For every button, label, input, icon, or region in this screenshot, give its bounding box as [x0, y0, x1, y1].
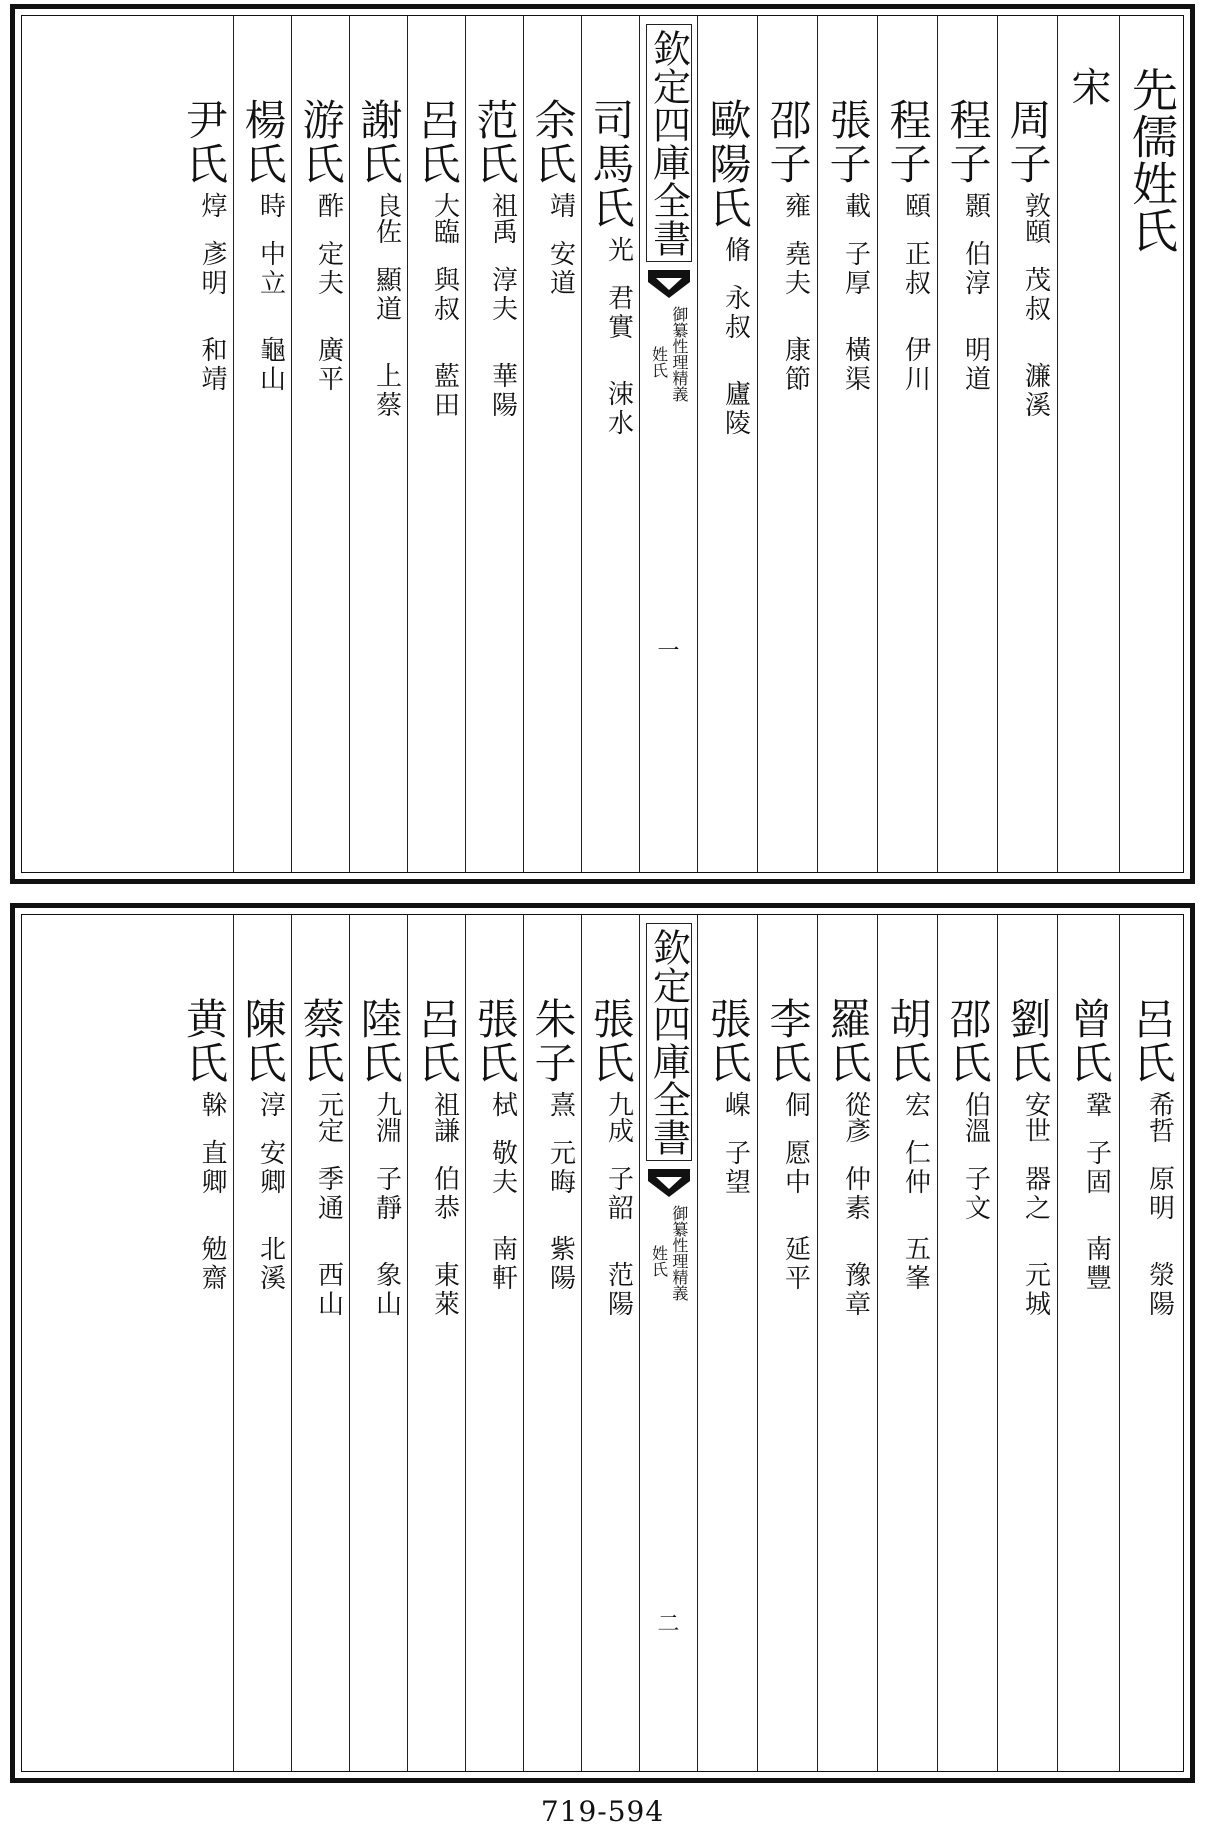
list-item: [703, 98, 753, 438]
spine-block: [646, 20, 692, 402]
entry-style-name: 滎陽: [1144, 1261, 1175, 1319]
entry-style-name: 橫渠: [840, 336, 871, 394]
entry-given-name: 雍: [780, 192, 811, 218]
book-subtitle: 御纂性理精義: [669, 306, 689, 402]
page-title: 先儒姓氏: [1124, 66, 1179, 254]
entry-style-name: 范陽: [603, 1261, 634, 1319]
entry-column: [697, 915, 757, 1771]
center-spine: [639, 16, 697, 872]
entry-name: 尹氏: [180, 98, 229, 186]
list-item: [180, 997, 229, 1293]
entry-courtesy-name: 淳夫: [487, 266, 518, 324]
entry-name: 邵氏: [943, 997, 993, 1085]
entry-name: 程子: [943, 98, 993, 186]
entry-name: 胡氏: [883, 997, 933, 1085]
entry-style-name: 龜山: [255, 336, 286, 394]
entry-given-name: 顥: [960, 192, 991, 218]
chapter-label: 姓氏: [649, 1245, 669, 1277]
entry-column: [937, 915, 997, 1771]
list-item: [354, 98, 404, 420]
list-item: [1003, 997, 1053, 1319]
entry-column: [233, 16, 291, 872]
list-item: [528, 997, 578, 1293]
list-item: [883, 997, 933, 1293]
entry-courtesy-name: 彥明: [197, 240, 227, 298]
entry-column: [349, 915, 407, 1771]
spine-block: [646, 919, 692, 1301]
entry-courtesy-name: 仁仲: [900, 1139, 931, 1197]
entry-name: 余氏: [528, 98, 578, 186]
entry-courtesy-name: 子靜: [371, 1165, 402, 1223]
entry-name: 游氏: [296, 98, 346, 186]
entry-name: 楊氏: [238, 98, 288, 186]
entry-name: 邵子: [763, 98, 813, 186]
list-item: [238, 98, 288, 394]
entry-given-name: 榦: [197, 1091, 227, 1117]
entry-style-name: 元城: [1020, 1261, 1051, 1319]
entry-given-name: 祖謙: [429, 1091, 460, 1143]
bottom-page-frame: [21, 914, 1184, 1772]
list-item: [470, 997, 520, 1293]
dynasty-label: 宋: [1065, 66, 1111, 106]
entry-column: [523, 915, 581, 1771]
entry-given-name: 九淵: [371, 1091, 402, 1143]
entry-style-name: 延平: [780, 1235, 811, 1293]
entry-name: 羅氏: [823, 997, 873, 1085]
entry-style-name: 北溪: [255, 1235, 286, 1293]
entry-given-name: 九成: [603, 1091, 634, 1143]
entry-given-name: 敦頤: [1020, 192, 1051, 244]
entry-given-name: 鞏: [1081, 1091, 1112, 1117]
entry-courtesy-name: 器之: [1020, 1165, 1051, 1223]
entry-style-name: 東萊: [429, 1261, 460, 1319]
list-item: [296, 98, 346, 394]
entry-column: [581, 16, 639, 872]
entry-name: 張氏: [703, 997, 753, 1085]
entry-column: [937, 16, 997, 872]
list-item: [763, 98, 813, 394]
entry-name: 張子: [823, 98, 873, 186]
entry-given-name: 從彥: [840, 1091, 871, 1143]
entry-column: [175, 915, 233, 1771]
list-item: [703, 997, 753, 1197]
entry-name: 周子: [1003, 98, 1053, 186]
entry-name: 李氏: [763, 997, 813, 1085]
list-item: [823, 98, 873, 394]
list-item: [180, 98, 229, 394]
entry-courtesy-name: 敬夫: [487, 1139, 518, 1197]
entry-given-name: 光: [603, 236, 634, 262]
entry-courtesy-name: 季通: [313, 1165, 344, 1223]
entry-style-name: 廣平: [313, 336, 344, 394]
list-item: [943, 98, 993, 394]
list-item: [1003, 98, 1053, 420]
list-item: [883, 98, 933, 394]
list-item: [412, 997, 462, 1319]
list-item: [763, 997, 813, 1293]
entry-courtesy-name: 子望: [720, 1139, 751, 1197]
entry-given-name: 脩: [720, 236, 751, 262]
entry-given-name: 淳: [255, 1091, 286, 1117]
top-columns: [22, 16, 1183, 872]
fishtail-mark-icon: [646, 268, 692, 302]
entry-style-name: 五峯: [900, 1235, 931, 1293]
list-item: [823, 997, 873, 1319]
entry-column: [997, 16, 1057, 872]
list-item: [296, 997, 346, 1319]
entry-name: 朱子: [528, 997, 578, 1085]
entry-column: [523, 16, 581, 872]
entry-name: 程子: [883, 98, 933, 186]
entry-courtesy-name: 中立: [255, 240, 286, 298]
entry-column: [697, 16, 757, 872]
entry-style-name: 明道: [960, 336, 991, 394]
entry-courtesy-name: 子固: [1081, 1139, 1112, 1197]
entry-given-name: 良佐: [371, 192, 402, 244]
heading-column: [1119, 16, 1183, 872]
entry-column: [291, 16, 349, 872]
list-item: [586, 997, 636, 1319]
entry-column: [877, 16, 937, 872]
entry-style-name: 西山: [313, 1261, 344, 1319]
entry-style-name: 南軒: [487, 1235, 518, 1293]
entry-given-name: 伯溫: [960, 1091, 991, 1143]
entry-column: [1057, 915, 1119, 1771]
entry-courtesy-name: 元晦: [545, 1139, 576, 1197]
entry-style-name: 華陽: [487, 362, 518, 420]
entry-courtesy-name: 子厚: [840, 240, 871, 298]
entry-given-name: 時: [255, 192, 286, 218]
entry-column: [581, 915, 639, 1771]
entry-style-name: 廬陵: [720, 380, 751, 438]
list-item: [412, 98, 462, 420]
entry-courtesy-name: 堯夫: [780, 240, 811, 298]
top-page: [10, 4, 1195, 884]
entry-name: 張氏: [470, 997, 520, 1085]
entry-courtesy-name: 安道: [545, 240, 576, 298]
entry-given-name: 希哲: [1144, 1091, 1175, 1143]
entry-given-name: 元定: [313, 1091, 344, 1143]
entry-courtesy-name: 子韶: [603, 1165, 634, 1223]
entry-name: 陸氏: [354, 997, 404, 1085]
book-title: 欽定四庫全書: [646, 923, 692, 1161]
entry-style-name: 勉齋: [197, 1235, 227, 1293]
list-item: [1127, 997, 1177, 1319]
folio-number: 二: [657, 1612, 680, 1637]
entry-given-name: 侗: [780, 1091, 811, 1117]
entry-courtesy-name: 君實: [603, 284, 634, 342]
entry-column: [757, 16, 817, 872]
entry-name: 呂氏: [1127, 997, 1177, 1085]
entry-given-name: 載: [840, 192, 871, 218]
entry-name: 黄氏: [180, 997, 229, 1085]
entry-style-name: 南豐: [1081, 1235, 1112, 1293]
entry-name: 張氏: [586, 997, 636, 1085]
entry-name: 呂氏: [412, 997, 462, 1085]
entry-given-name: 熹: [545, 1091, 576, 1117]
entry-courtesy-name: 茂叔: [1020, 266, 1051, 324]
entry-given-name: 宏: [900, 1091, 931, 1117]
entry-name: 呂氏: [412, 98, 462, 186]
entry-given-name: 栻: [487, 1091, 518, 1117]
entry-style-name: 康節: [780, 336, 811, 394]
entry-column: [817, 915, 877, 1771]
entry-style-name: 藍田: [429, 362, 460, 420]
entry-courtesy-name: 仲素: [840, 1165, 871, 1223]
entry-name: 劉氏: [1003, 997, 1053, 1085]
entry-column: [407, 915, 465, 1771]
entry-courtesy-name: 伯淳: [960, 240, 991, 298]
list-item: [943, 997, 993, 1223]
entry-given-name: 嵲: [720, 1091, 751, 1117]
entry-name: 范氏: [470, 98, 520, 186]
entry-courtesy-name: 原明: [1144, 1165, 1175, 1223]
entry-column: [465, 915, 523, 1771]
entry-given-name: 焞: [197, 192, 227, 218]
entry-name: 謝氏: [354, 98, 404, 186]
bottom-columns: [22, 915, 1183, 1771]
entry-column: [407, 16, 465, 872]
entry-courtesy-name: 與叔: [429, 266, 460, 324]
dynasty-column: [1057, 16, 1119, 872]
entry-style-name: 和靖: [197, 336, 227, 394]
entry-given-name: 酢: [313, 192, 344, 218]
entry-column: [1119, 915, 1183, 1771]
folio-number: 一: [657, 639, 680, 664]
entry-name: 歐陽氏: [703, 98, 753, 230]
entry-given-name: 靖: [545, 192, 576, 218]
entry-style-name: 象山: [371, 1261, 402, 1319]
list-item: [1064, 997, 1114, 1293]
entry-name: 蔡氏: [296, 997, 346, 1085]
entry-style-name: 伊川: [900, 336, 931, 394]
entry-courtesy-name: 正叔: [900, 240, 931, 298]
entry-courtesy-name: 安卿: [255, 1139, 286, 1197]
fishtail-mark-icon: [646, 1167, 692, 1201]
entry-courtesy-name: 伯恭: [429, 1165, 460, 1223]
entry-name: 曾氏: [1064, 997, 1114, 1085]
entry-column: [233, 915, 291, 1771]
entry-name: 司馬氏: [586, 98, 636, 230]
entry-column: [465, 16, 523, 872]
entry-column: [877, 915, 937, 1771]
entry-courtesy-name: 永叔: [720, 284, 751, 342]
center-spine: [639, 915, 697, 1771]
top-page-frame: [21, 15, 1184, 873]
entry-style-name: 濂溪: [1020, 362, 1051, 420]
entry-column: [817, 16, 877, 872]
page-number: 719-594: [540, 1795, 665, 1828]
entry-column: [175, 16, 233, 872]
chapter-label: 姓氏: [649, 346, 669, 378]
bottom-page: [10, 903, 1195, 1783]
entry-style-name: 豫章: [840, 1261, 871, 1319]
entry-column: [291, 915, 349, 1771]
entry-style-name: 上蔡: [371, 362, 402, 420]
list-item: [470, 98, 520, 420]
entry-given-name: 頤: [900, 192, 931, 218]
entry-column: [997, 915, 1057, 1771]
book-subtitle: 御纂性理精義: [669, 1205, 689, 1301]
entry-column: [757, 915, 817, 1771]
entry-courtesy-name: 子文: [960, 1165, 991, 1223]
entry-courtesy-name: 顯道: [371, 266, 402, 324]
entry-given-name: 祖禹: [487, 192, 518, 244]
entry-given-name: 大臨: [429, 192, 460, 244]
entry-courtesy-name: 愿中: [780, 1139, 811, 1197]
list-item: [528, 98, 578, 298]
entry-style-name: 紫陽: [545, 1235, 576, 1293]
entry-given-name: 安世: [1020, 1091, 1051, 1143]
entry-courtesy-name: 定夫: [313, 240, 344, 298]
list-item: [586, 98, 636, 438]
book-title: 欽定四庫全書: [646, 24, 692, 262]
list-item: [238, 997, 288, 1293]
entry-column: [349, 16, 407, 872]
list-item: [354, 997, 404, 1319]
entry-style-name: 涑水: [603, 380, 634, 438]
entry-name: 陳氏: [238, 997, 288, 1085]
entry-courtesy-name: 直卿: [197, 1139, 227, 1197]
